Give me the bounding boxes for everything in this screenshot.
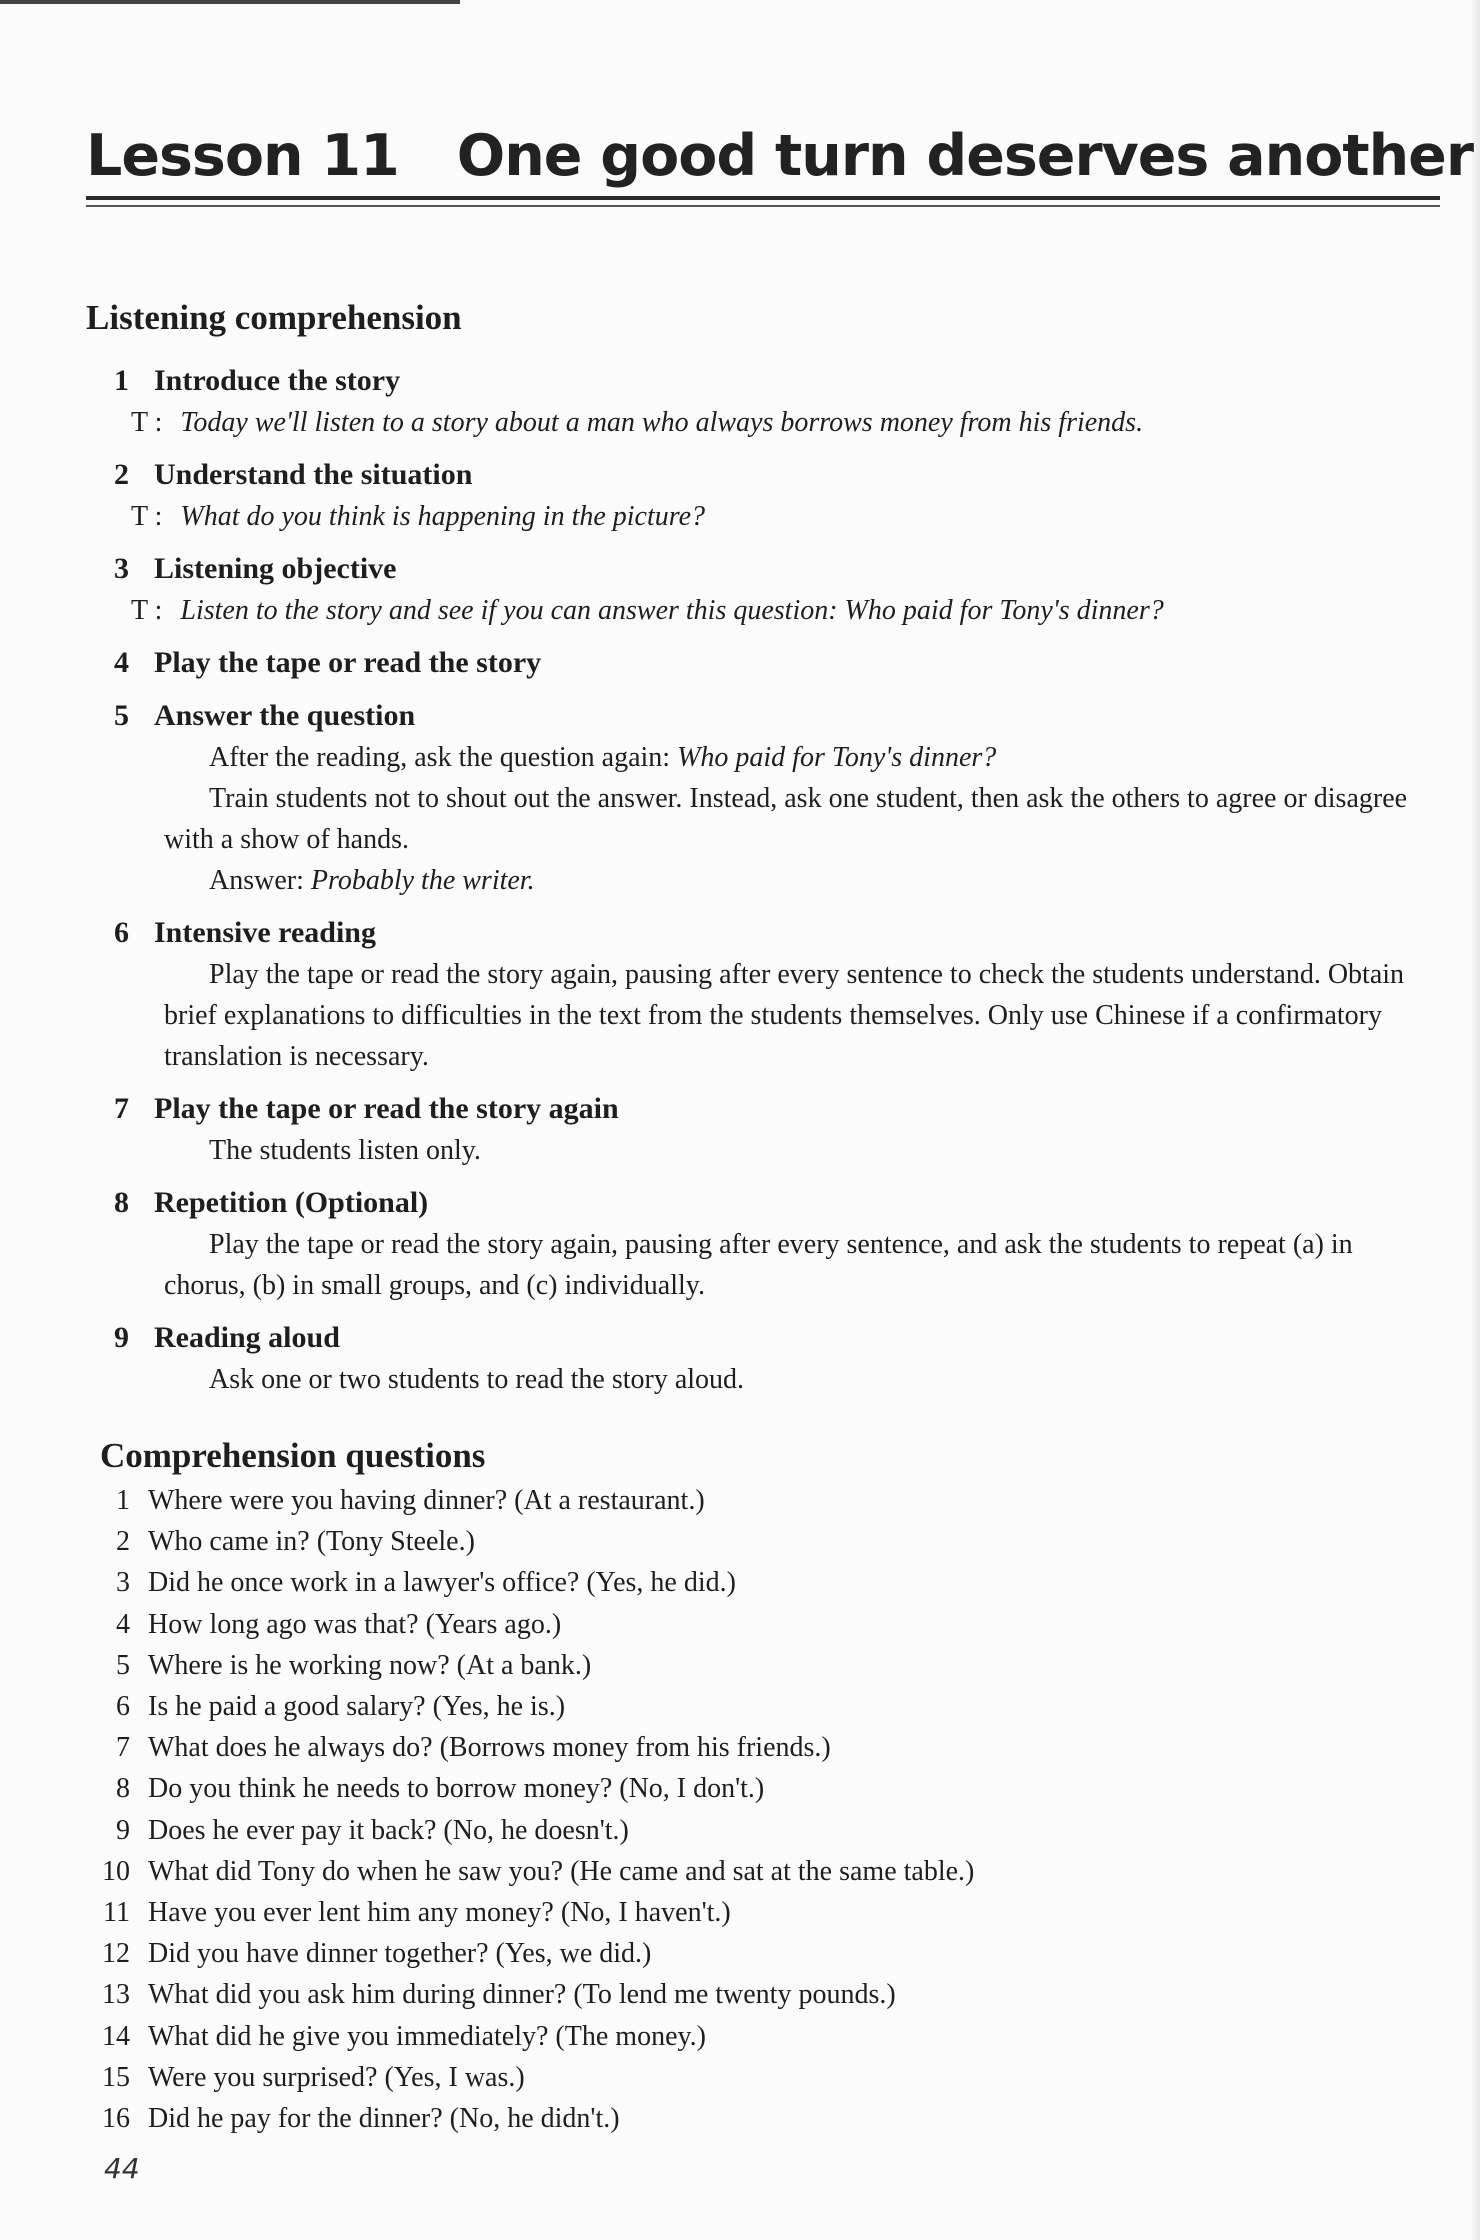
teacher-prompt: Listen to the story and see if you can answer this question: Who paid for Tony's dinner? [180, 595, 1164, 626]
step-paragraph: Play the tape or read the story again, pausing after every sentence, and ask the students to repeat (a) in chorus, (b) in small groups, and (c) individually. [164, 1229, 1353, 1301]
question-text: Were you surprised? (Yes, I was.) [148, 2061, 525, 2093]
question-text: Where is he working now? (At a bank.) [148, 1649, 592, 1681]
question-number: 1 [116, 1485, 130, 1516]
step-9 [86, 1317, 1440, 1400]
step-1 [86, 360, 1440, 443]
page-number: 44 [104, 2152, 140, 2185]
list-item [86, 1851, 1440, 1892]
question-text: Does he ever pay it back? (No, he doesn't.) [148, 1814, 629, 1846]
question-text: Did he once work in a lawyer's office? (Yes, he did.) [148, 1567, 736, 1599]
lesson-number: Lesson 11 [86, 123, 399, 189]
question-text: Did he pay for the dinner? (No, he didn't.) [148, 2103, 620, 2135]
teacher-prompt: What do you think is happening in the picture? [180, 501, 706, 532]
question-number: 10 [102, 1855, 130, 1887]
question-number: 16 [102, 2103, 130, 2135]
step-title: Answer the question [154, 699, 416, 732]
list-item [86, 1727, 1440, 1768]
instruction-text: After the reading, ask the question again: [209, 742, 678, 773]
answer-label: Answer: [209, 865, 311, 896]
step-4 [86, 642, 1440, 684]
step-title: Introduce the story [154, 364, 401, 397]
step-paragraph: Play the tape or read the story again, pausing after every sentence to check the students understand. Obtain brief explanations to difficulties in the text from the students themselves. Only use Chinese if a confirmatory translation is necessary. [164, 959, 1405, 1072]
question-text: Where were you having dinner? (At a restaurant.) [148, 1485, 705, 1516]
list-item [86, 1768, 1440, 1809]
step-number: 3 [114, 552, 129, 585]
instruction-paragraph: Train students not to shout out the answer. Instead, ask one student, then ask the others to agree or disagree with a show of hands. [164, 783, 1408, 855]
step-7 [86, 1088, 1440, 1171]
step-8 [86, 1182, 1440, 1306]
teacher-prompt: Today we'll listen to a story about a man who always borrows money from his friends. [180, 407, 1144, 438]
list-item [86, 1892, 1440, 1933]
question-number: 7 [116, 1732, 130, 1764]
question-number: 11 [103, 1897, 130, 1929]
step-number: 8 [114, 1186, 129, 1219]
teacher-label: T : [131, 501, 163, 532]
list-item [86, 1604, 1440, 1645]
question-text: How long ago was that? (Years ago.) [148, 1608, 562, 1640]
step-title: Listening objective [154, 552, 397, 585]
title-rule-thick [86, 196, 1440, 200]
step-number: 6 [114, 916, 129, 949]
lesson-header [86, 123, 1473, 189]
step-body [86, 737, 1440, 901]
list-item [86, 1480, 1440, 1521]
question-number: 3 [116, 1567, 130, 1599]
step-number: 5 [114, 699, 129, 732]
teacher-label: T : [131, 407, 163, 438]
question-text: Is he paid a good salary? (Yes, he is.) [148, 1691, 566, 1723]
question-number: 15 [102, 2061, 130, 2093]
step-number: 4 [114, 646, 129, 679]
question-text: What did you ask him during dinner? (To lend me twenty pounds.) [148, 1979, 896, 2011]
question-text: Who paid for Tony's dinner? [677, 742, 997, 773]
question-text: What did he give you immediately? (The money.) [148, 2020, 707, 2052]
step-5 [86, 695, 1440, 901]
page-title [86, 123, 1473, 189]
step-number: 7 [114, 1092, 129, 1125]
step-title: Understand the situation [154, 458, 473, 491]
teacher-label: T : [131, 595, 163, 626]
title-rule-thin [86, 205, 1440, 207]
list-item [86, 1933, 1440, 1974]
step-number: 9 [114, 1321, 129, 1354]
step-6 [86, 912, 1440, 1077]
question-text: What did Tony do when he saw you? (He came and sat at the same table.) [148, 1855, 975, 1887]
listening-heading: Listening comprehension [86, 298, 462, 337]
step-title: Play the tape or read the story [154, 646, 542, 679]
list-item [86, 1686, 1440, 1727]
step-number: 1 [114, 364, 129, 397]
question-text: What does he always do? (Borrows money from his friends.) [148, 1732, 831, 1764]
comprehension-heading: Comprehension questions [100, 1436, 486, 1475]
list-item [86, 2016, 1440, 2057]
page-edge-shadow [1472, 0, 1480, 2240]
list-item [86, 1974, 1440, 2015]
list-item [86, 1645, 1440, 1686]
list-item [86, 1562, 1440, 1603]
question-number: 2 [116, 1526, 130, 1558]
step-paragraph: The students listen only. [209, 1135, 481, 1166]
lesson-title-text: One good turn deserves another [456, 123, 1473, 189]
question-number: 14 [102, 2020, 130, 2052]
answer-text: Probably the writer. [310, 865, 535, 896]
step-title: Play the tape or read the story again [154, 1092, 619, 1125]
question-text: Who came in? (Tony Steele.) [148, 1526, 475, 1558]
comprehension-question-list [86, 1480, 1440, 2139]
question-number: 8 [116, 1773, 130, 1805]
listening-steps [86, 360, 1440, 1411]
question-number: 4 [116, 1608, 130, 1640]
question-number: 5 [116, 1649, 130, 1681]
list-item [86, 2098, 1440, 2139]
question-number: 13 [102, 1979, 130, 2011]
list-item [86, 2057, 1440, 2098]
question-text: Have you ever lent him any money? (No, I haven't.) [148, 1897, 731, 1929]
step-title: Repetition (Optional) [154, 1186, 429, 1219]
step-paragraph: Ask one or two students to read the story aloud. [209, 1364, 745, 1395]
list-item [86, 1521, 1440, 1562]
question-number: 12 [102, 1938, 130, 1970]
step-3 [86, 548, 1440, 631]
step-title: Reading aloud [154, 1321, 340, 1354]
step-2 [86, 454, 1440, 537]
question-number: 6 [116, 1691, 130, 1723]
list-item [86, 1810, 1440, 1851]
top-edge-rule [0, 0, 460, 4]
question-number: 9 [116, 1814, 130, 1846]
step-title: Intensive reading [154, 916, 376, 949]
question-text: Do you think he needs to borrow money? (No, I don't.) [148, 1773, 765, 1805]
question-text: Did you have dinner together? (Yes, we did.) [148, 1938, 652, 1970]
step-number: 2 [114, 458, 129, 491]
